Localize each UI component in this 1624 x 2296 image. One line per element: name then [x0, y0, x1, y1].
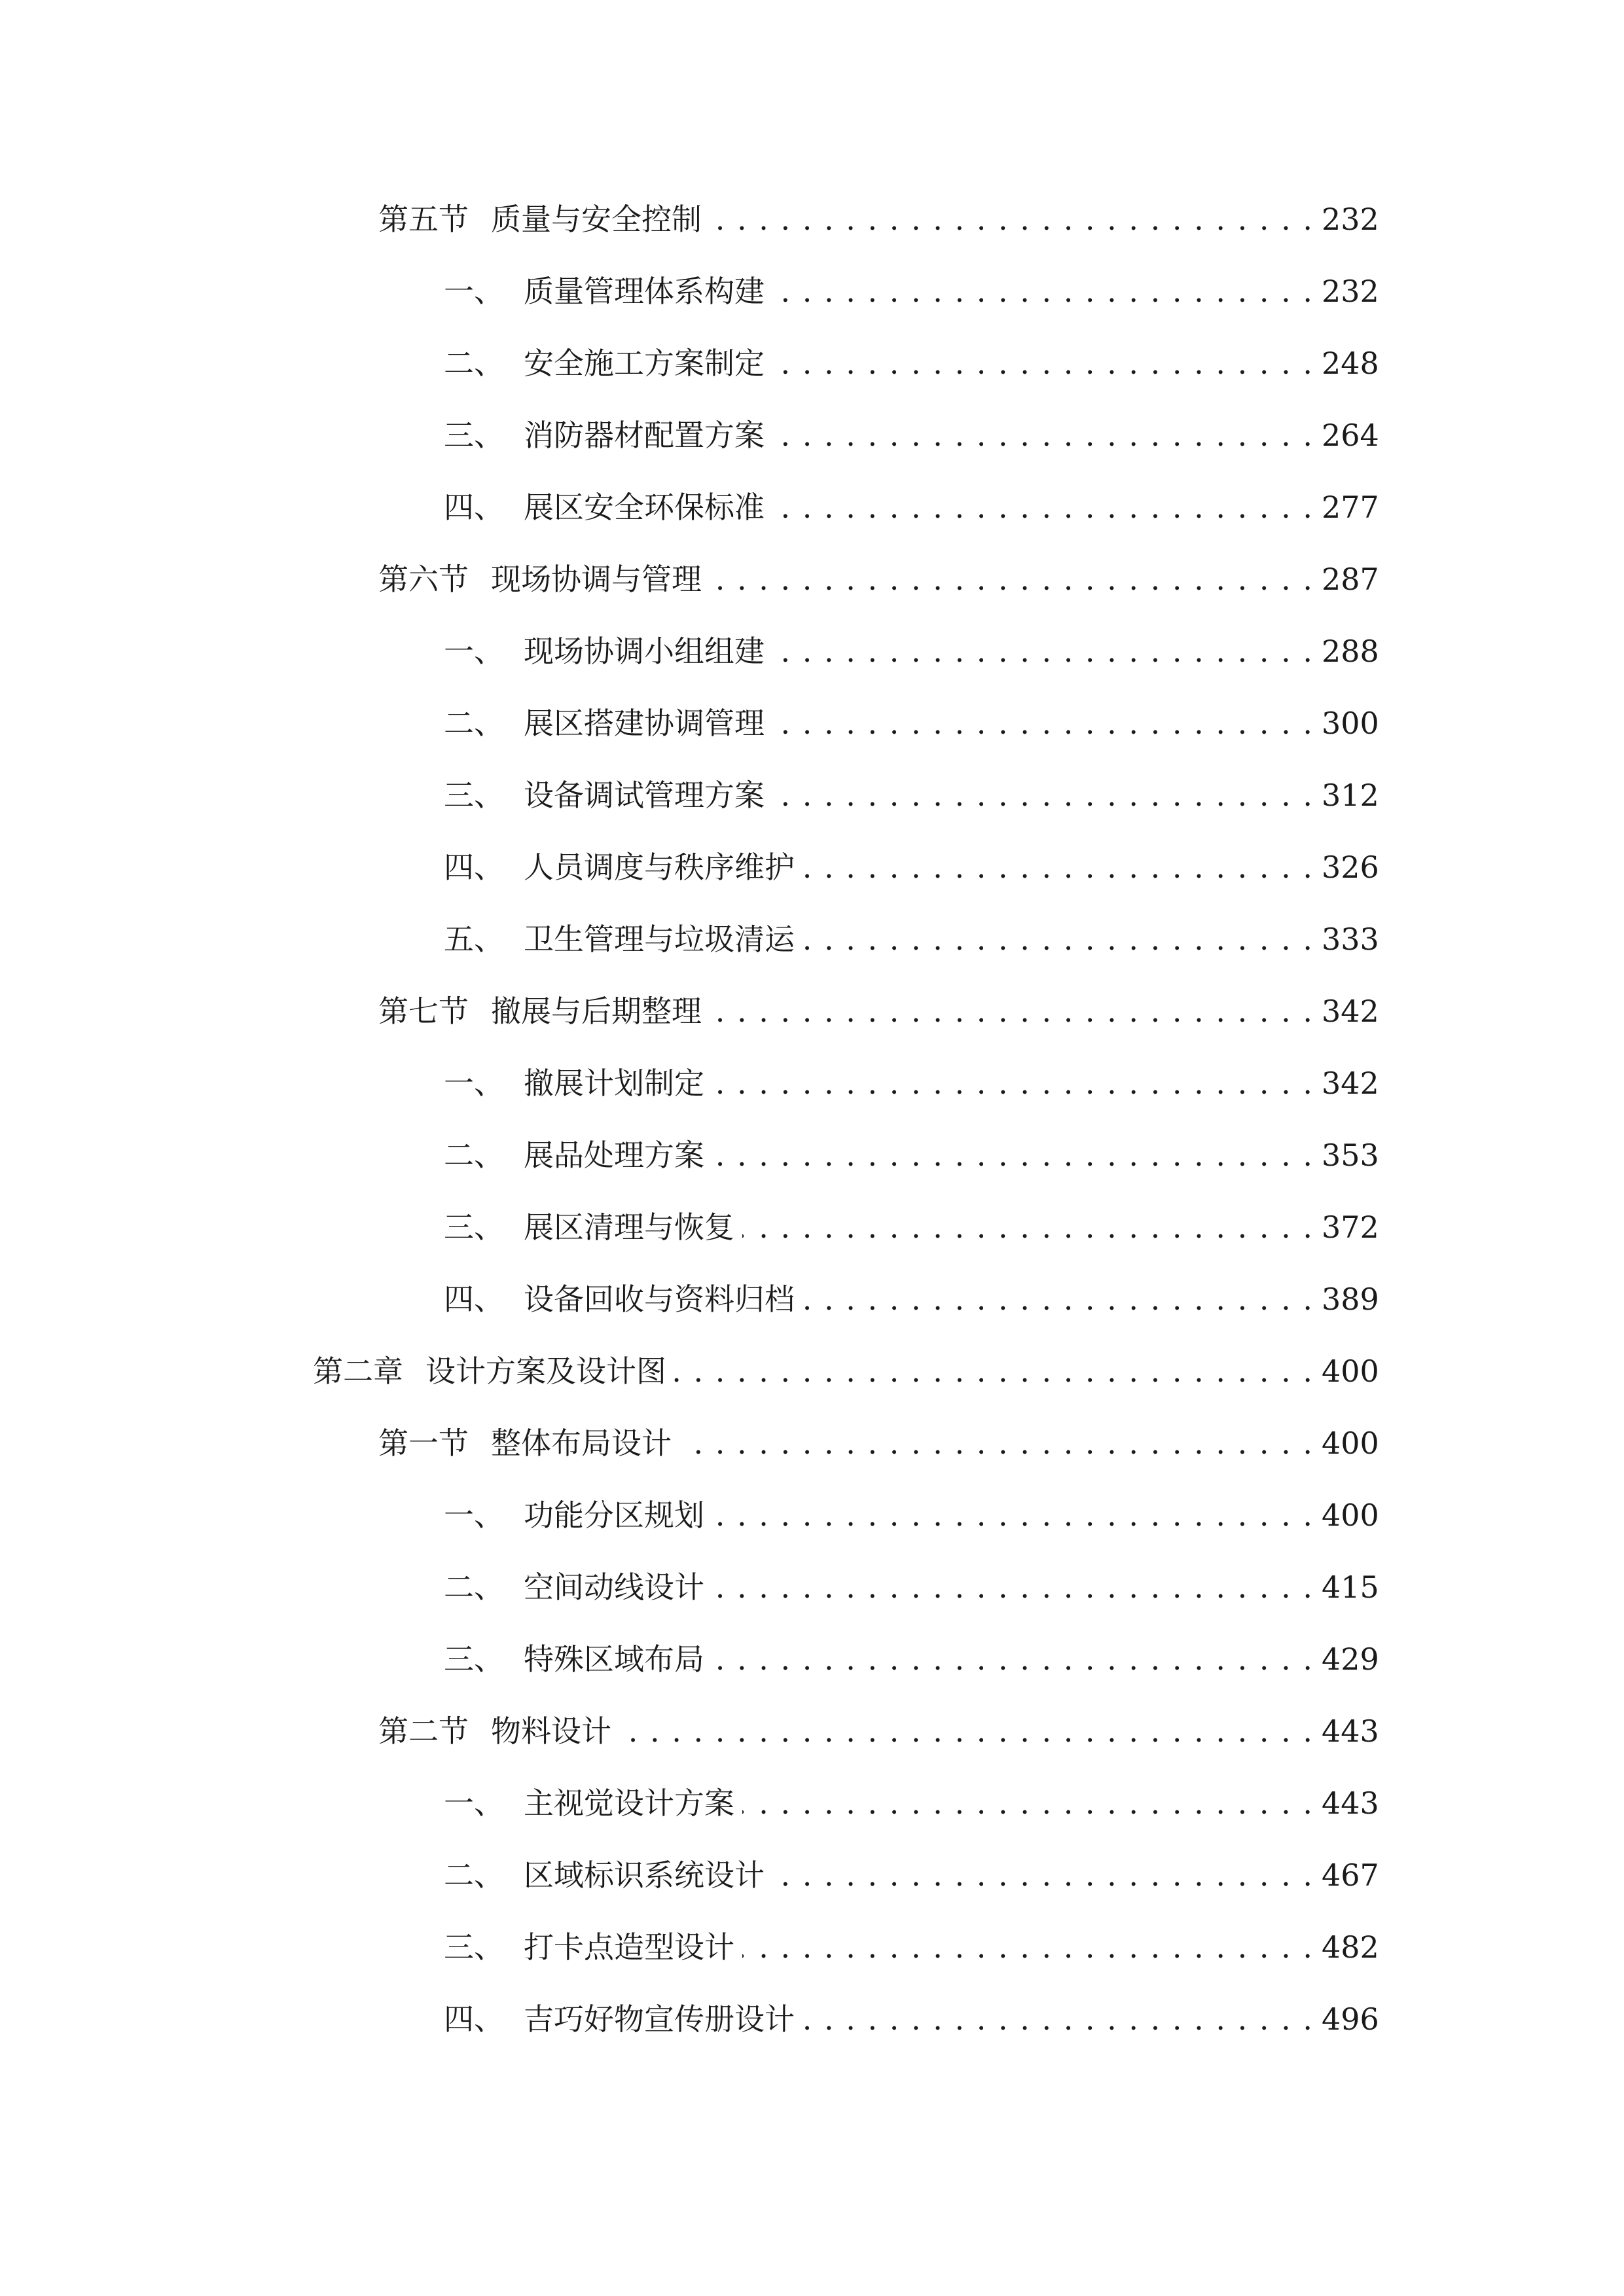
toc-dot-leader: [772, 327, 1314, 399]
toc-page-number: 400: [1322, 1354, 1379, 1389]
toc-entry[interactable]: [444, 903, 1379, 975]
toc-dot-leader: [772, 255, 1314, 327]
toc-entry-number: 一、: [444, 1498, 504, 1533]
toc-dot-leader: [803, 831, 1314, 903]
toc-entry[interactable]: [378, 543, 1379, 615]
toc-entry-number: 一、: [444, 1066, 504, 1101]
toc-page-number: 372: [1322, 1210, 1379, 1245]
toc-entry-title: 空间动线设计: [524, 1570, 704, 1605]
toc-dot-leader: [803, 903, 1314, 975]
toc-dot-leader: [772, 1839, 1314, 1911]
toc-page-number: 342: [1322, 1066, 1379, 1101]
toc-dot-leader: [772, 687, 1314, 759]
toc-entry-title: 主视觉设计方案: [524, 1785, 734, 1821]
toc-entry-number: 四、: [444, 850, 504, 885]
toc-entry-title: 展区清理与恢复: [524, 1210, 734, 1245]
toc-dot-leader: [712, 1551, 1314, 1623]
toc-entry[interactable]: [313, 1335, 1379, 1407]
toc-entry-title: 消防器材配置方案: [524, 418, 765, 453]
toc-dot-leader: [712, 1623, 1314, 1695]
toc-entry[interactable]: [444, 1767, 1379, 1839]
toc-entry[interactable]: [444, 255, 1379, 327]
toc-page-number: 333: [1322, 922, 1379, 957]
toc-dot-leader: [772, 615, 1314, 687]
toc-entry[interactable]: [378, 975, 1379, 1047]
toc-page-number: 342: [1322, 994, 1379, 1029]
toc-dot-leader: [803, 1983, 1314, 2055]
toc-entry[interactable]: [378, 1407, 1379, 1479]
toc-entry[interactable]: [444, 1479, 1379, 1551]
toc-page-number: 496: [1322, 2001, 1379, 2037]
toc-dot-leader: [710, 543, 1314, 615]
toc-page-number: 232: [1322, 202, 1379, 237]
toc-entry-number: 二、: [444, 346, 504, 381]
toc-entry-number: 三、: [444, 1210, 504, 1245]
toc-dot-leader: [742, 1191, 1314, 1263]
toc-entry-title: 设计方案及设计图: [425, 1354, 666, 1389]
toc-entry-number: 二、: [444, 1570, 504, 1605]
toc-entry[interactable]: [444, 831, 1379, 903]
toc-entry-title: 吉巧好物宣传册设计: [524, 2001, 795, 2037]
toc-entry-number: 二、: [444, 1138, 504, 1173]
toc-page-number: 443: [1322, 1785, 1379, 1821]
toc-entry-title: 展区安全环保标准: [524, 490, 765, 525]
toc-entry[interactable]: [444, 471, 1379, 543]
toc-entry[interactable]: [444, 327, 1379, 399]
toc-entry-title: 整体布局设计: [491, 1426, 672, 1461]
toc-entry[interactable]: [444, 615, 1379, 687]
toc-entry-number: 四、: [444, 1282, 504, 1317]
toc-dot-leader: [712, 1119, 1314, 1191]
toc-entry-title: 区域标识系统设计: [524, 1857, 765, 1893]
toc-entry-title: 质量与安全控制: [491, 202, 702, 237]
toc-entry-number: 三、: [444, 418, 504, 453]
toc-entry-title: 卫生管理与垃圾清运: [524, 922, 795, 957]
toc-entry-number: 五、: [444, 922, 504, 957]
toc-entry-number: 四、: [444, 490, 504, 525]
toc-entry-number: 二、: [444, 706, 504, 741]
toc-entry[interactable]: [444, 399, 1379, 471]
toc-entry[interactable]: [444, 759, 1379, 831]
toc-page-number: 232: [1322, 274, 1379, 309]
toc-page-number: 353: [1322, 1138, 1379, 1173]
toc-page-number: 443: [1322, 1713, 1379, 1749]
toc-page-number: 400: [1322, 1498, 1379, 1533]
toc-entry[interactable]: [444, 1119, 1379, 1191]
toc-page-number: 389: [1322, 1282, 1379, 1317]
toc-entry-title: 物料设计: [491, 1713, 611, 1749]
toc-entry[interactable]: [444, 1047, 1379, 1119]
toc-dot-leader: [679, 1407, 1314, 1479]
toc-entry-title: 功能分区规划: [524, 1498, 704, 1533]
toc-entry-number: 第五节: [378, 202, 469, 237]
toc-dot-leader: [772, 471, 1314, 543]
toc-entry-title: 设备调试管理方案: [524, 778, 765, 813]
toc-entry[interactable]: [444, 1983, 1379, 2055]
toc-page-number: 482: [1322, 1929, 1379, 1965]
toc-dot-leader: [712, 1479, 1314, 1551]
toc-entry-title: 安全施工方案制定: [524, 346, 765, 381]
toc-page-number: 429: [1322, 1641, 1379, 1677]
toc-entry-number: 三、: [444, 1929, 504, 1965]
toc-entry[interactable]: [444, 1263, 1379, 1335]
toc-entry-title: 现场协调与管理: [491, 562, 702, 597]
toc-dot-leader: [710, 183, 1314, 255]
toc-entry-title: 撤展计划制定: [524, 1066, 704, 1101]
toc-entry-title: 人员调度与秩序维护: [524, 850, 795, 885]
toc-entry-title: 特殊区域布局: [524, 1641, 704, 1677]
toc-entry-title: 质量管理体系构建: [524, 274, 765, 309]
toc-dot-leader: [742, 1767, 1314, 1839]
toc-dot-leader: [742, 1911, 1314, 1983]
toc-page-number: 415: [1322, 1570, 1379, 1605]
toc-page-number: 326: [1322, 850, 1379, 885]
toc-page-number: 312: [1322, 778, 1379, 813]
toc-entry-number: 第七节: [378, 994, 469, 1029]
toc-entry-number: 一、: [444, 1785, 504, 1821]
toc-entry-number: 第二章: [313, 1354, 403, 1389]
toc-page-number: 467: [1322, 1857, 1379, 1893]
toc-entry[interactable]: [444, 1623, 1379, 1695]
toc-page-number: 248: [1322, 346, 1379, 381]
toc-entry-number: 一、: [444, 634, 504, 669]
toc-page-number: 287: [1322, 562, 1379, 597]
toc-page-number: 400: [1322, 1426, 1379, 1461]
toc-entry-number: 四、: [444, 2001, 504, 2037]
toc-entry-title: 现场协调小组组建: [524, 634, 765, 669]
toc-entry[interactable]: [378, 183, 1379, 255]
toc-page-number: 300: [1322, 706, 1379, 741]
toc-page-number: 277: [1322, 490, 1379, 525]
toc-entry-title: 展区搭建协调管理: [524, 706, 765, 741]
toc-dot-leader: [772, 759, 1314, 831]
toc-entry[interactable]: [444, 1839, 1379, 1911]
toc-entry[interactable]: [444, 1551, 1379, 1623]
toc-entry[interactable]: [444, 1191, 1379, 1263]
toc-page-number: 264: [1322, 418, 1379, 453]
toc-entry-number: 第一节: [378, 1426, 469, 1461]
toc-entry[interactable]: [378, 1695, 1379, 1767]
toc-page-number: 288: [1322, 634, 1379, 669]
toc-entry-title: 展品处理方案: [524, 1138, 704, 1173]
toc-entry-number: 第六节: [378, 562, 469, 597]
toc-dot-leader: [674, 1335, 1314, 1407]
toc-entry-number: 一、: [444, 274, 504, 309]
toc-dot-leader: [712, 1047, 1314, 1119]
toc-entry[interactable]: [444, 687, 1379, 759]
toc-entry-number: 三、: [444, 1641, 504, 1677]
toc-entry[interactable]: [444, 1911, 1379, 1983]
toc-dot-leader: [803, 1263, 1314, 1335]
toc-entry-title: 打卡点造型设计: [524, 1929, 734, 1965]
toc-entry-number: 三、: [444, 778, 504, 813]
toc-entry-title: 设备回收与资料归档: [524, 1282, 795, 1317]
toc-entry-number: 二、: [444, 1857, 504, 1893]
toc-entry-number: 第二节: [378, 1713, 469, 1749]
toc-entry-title: 撤展与后期整理: [491, 994, 702, 1029]
toc-dot-leader: [772, 399, 1314, 471]
toc-dot-leader: [710, 975, 1314, 1047]
toc-dot-leader: [619, 1695, 1314, 1767]
